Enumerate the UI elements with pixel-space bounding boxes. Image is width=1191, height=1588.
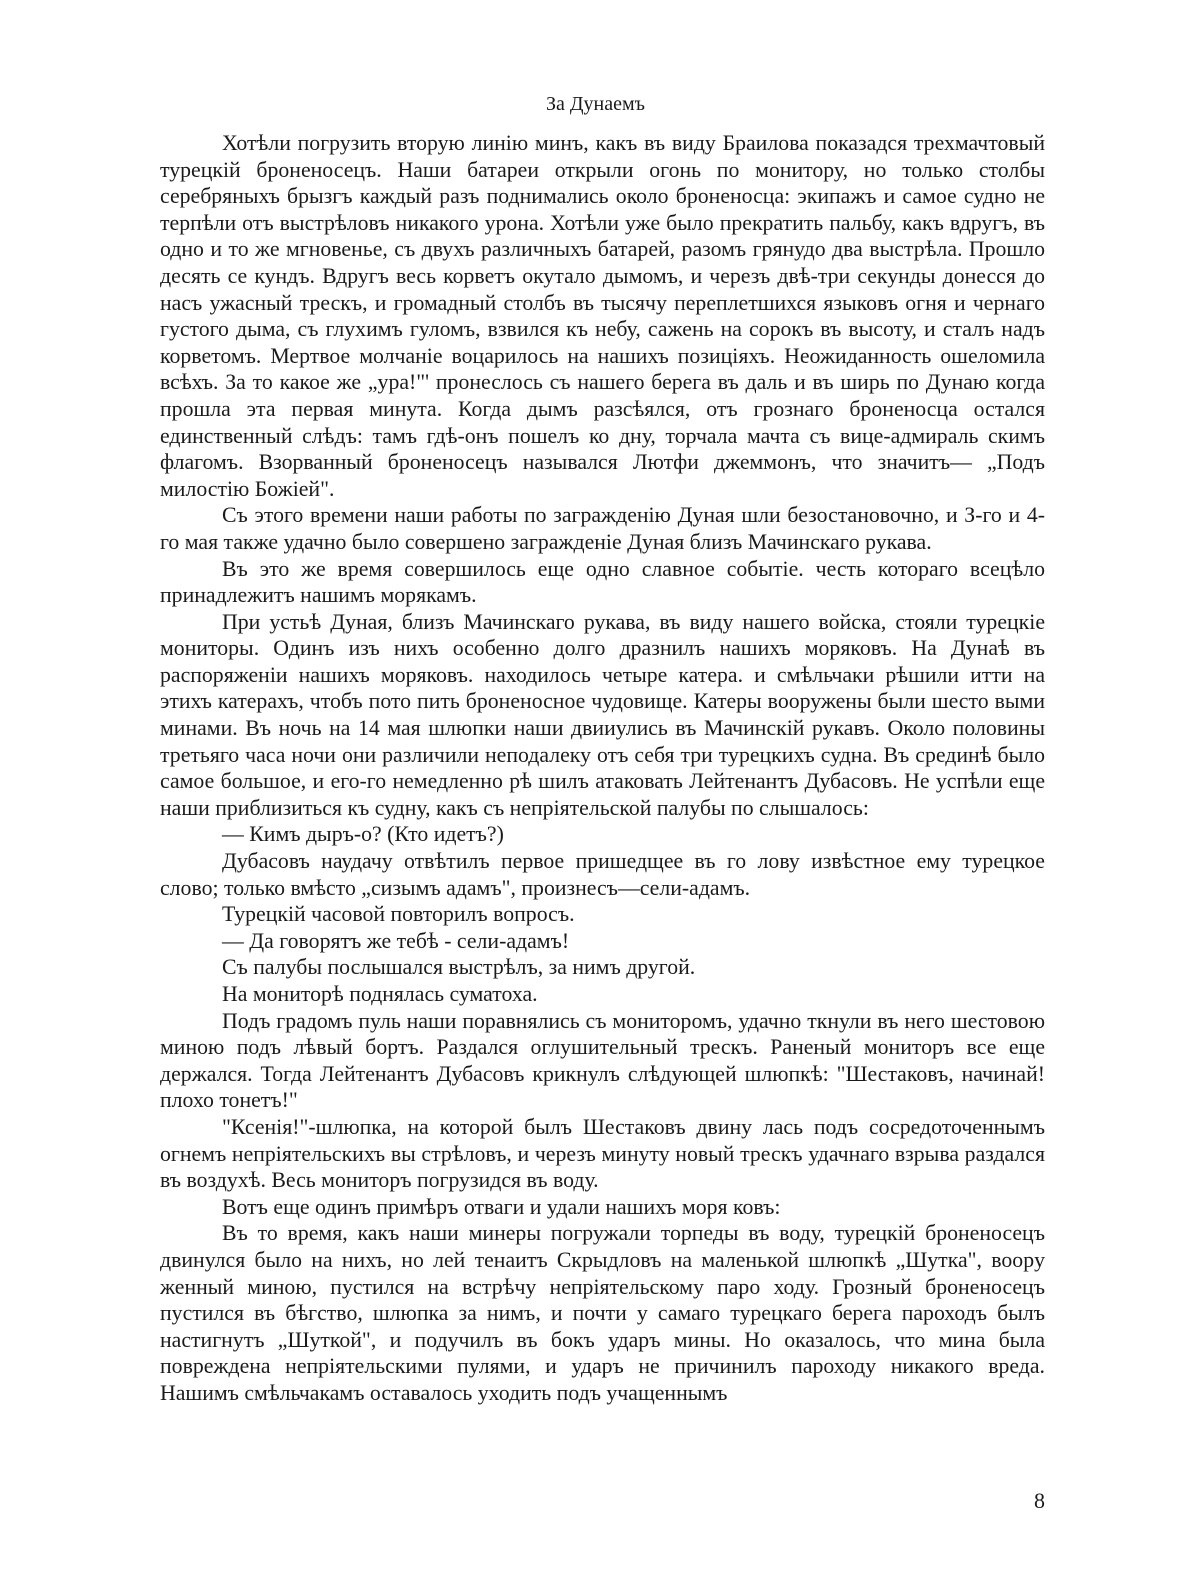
paragraph-14: Въ то время, какъ наши минеры погружали торпеды въ воду, турецкій броненосецъ двинулся было на нихъ, но лей тенаитъ Скрыдловъ на маленькой шлюпкѣ „Шутка", вооpу женный миною, пустился на встрѣчу непріятельскому паро ходу. Грозный броненосецъ пустился въ бѣгство, шлюпка за нимъ, и почти у самаго турецкаго берега пароходъ былъ настигнутъ „Шуткой", и подучилъ въ бокъ ударъ мины. Но оказалось, что мина была повреждена непріятельскими пулями, и ударъ не причинилъ пароходу никакого вреда. Нашимъ смѣльчакамъ оставалось уходить подъ учащеннымъ [160,1221,1045,1405]
paragraph-1: Хотѣли погрузить вторую линію минъ, какъ въ виду Браилова показадся трехмачтовый турецкій броненосецъ. Наши батареи открыли огонь по монитору, но только столбы серебряныхъ брызгъ каждый разъ поднимались около броненосца: экипажъ и самое судно не терпѣли отъ выстрѣловъ никакого урона. Хотѣли уже было прекратить пальбу, какъ вдругъ, въ одно и то же мгновенье, съ двухъ различныхъ батарей, разомъ грянудо два выстрѣла. Прошло десять се кундъ. Вдругъ весь корветъ окутало дымомъ, и черезъ двѣ-три секунды донесся до насъ ужасный трескъ, и громадный столбъ въ тысячу переплетшихся языковъ огня и чернаго густого дыма, съ глухимъ гуломъ, взвился къ небу, сажень на сорокъ въ высоту, и сталъ надъ корветомъ. Мертвое молчаніе воцарилось на нашихъ позиціяхъ. Неожиданность ошеломила всѣхъ. За то какое же „ура!"' пронеслось съ нашего берега въ даль и въ ширь по Дунаю когда прошла эта первая минута. Когда дымъ разсѣялся, отъ грознаго броненосца остался единственный слѣдъ: тамъ гдѣ-онъ пошелъ ко дну, торчала мачта съ вице-адмираль скимъ флагомъ. Взорванный броненосецъ назывался Лютфи джеммонъ, что значитъ— „Подъ милостію Божіей". [160,131,1045,501]
page-number: 8 [1034,1488,1045,1513]
paragraph-10: На мониторѣ поднялась суматоха. [222,982,538,1006]
paragraph-9: Съ палубы послышался выстрѣлъ, за нимъ другой. [222,955,696,980]
paragraph-8-dialogue: — Да говорятъ же тебѣ - сели-адамъ! [222,928,570,953]
paragraph-13: Вотъ еще одинъ примѣръ отваги и удали нашихъ моря ковъ: [222,1194,781,1219]
paragraph-5-dialogue: — Кимъ дыръ-о? (Кто идетъ?) [222,822,504,847]
paragraph-3: Въ это же время совершилось еще одно славное событіе. честь котораго всецѣло принадлежитъ нашимъ морякамъ. [160,556,1045,608]
paragraph-6: Дубасовъ наудачу отвѣтилъ первое пришедщее въ го лову извѣстное ему турецкое слово; только вмѣсто „сизымъ адамъ", произнесъ—сели-адамъ. [160,849,1045,900]
running-title: За Дунаемъ [546,93,645,115]
paragraph-4: При устьѣ Дуная, близъ Мачинскаго рукава, въ виду нашего войска, стояли турецкіе мониторы. Одинъ изъ нихъ особенно долго дразнилъ нашихъ моряковъ. На Дунаѣ въ распоряженіи нашихъ моряковъ. находилось четыре катера. и смѣльчаки рѣшили итти на этихъ катерахъ, чтобъ пото пить броненосное чудовище. Катеры вооружены были шесто выми минами. Въ ночь на 14 мая шлюпки наши двииулись въ Мачинскій рукавъ. Около половины третьяго часа ночи они различили неподалеку отъ себя три турецкихъ судна. Въ срединѣ было самое большое, и его-го немедленно рѣ шилъ атаковать Лейтенантъ Дубасовъ. Не успѣли еще наши приблизиться къ судну, какъ съ непріятельской палубы по слышалось: [160,609,1045,820]
paragraph-7: Турецкій часовой повторилъ вопросъ. [222,902,575,927]
paragraph-2: Съ этого времени наши работы по загражденію Дуная шли безостановочно, и З-го и 4-го мая также удачно было совершено загражденіе Дуная близъ Мачинскагo рукава. [160,503,1045,554]
paragraph-11: Подъ градомъ пуль наши поравнялись съ мониторомъ, удачно ткнули въ него шестовою миною подъ лѣвый бортъ. Раздался оглушительный трескъ. Раненый мониторъ все еще держался. Тогда Лейтенантъ Дубасовъ крикнулъ слѣдующей шлюпкѣ: "Шестаковъ, начинай! плохо тонетъ!" [160,1008,1045,1113]
body-text [160,130,1045,1407]
paragraph-12: "Ксенія!"-шлюпка, на которой былъ Шестаковъ двину лась подъ сосредоточеннымъ огнемъ непріятельскихъ вы стрѣловъ, и черезъ минуту новый трескъ удачнаго взрыва раздался въ воздухѣ. Весь мониторъ погрузидся въ воду. [160,1114,1045,1193]
